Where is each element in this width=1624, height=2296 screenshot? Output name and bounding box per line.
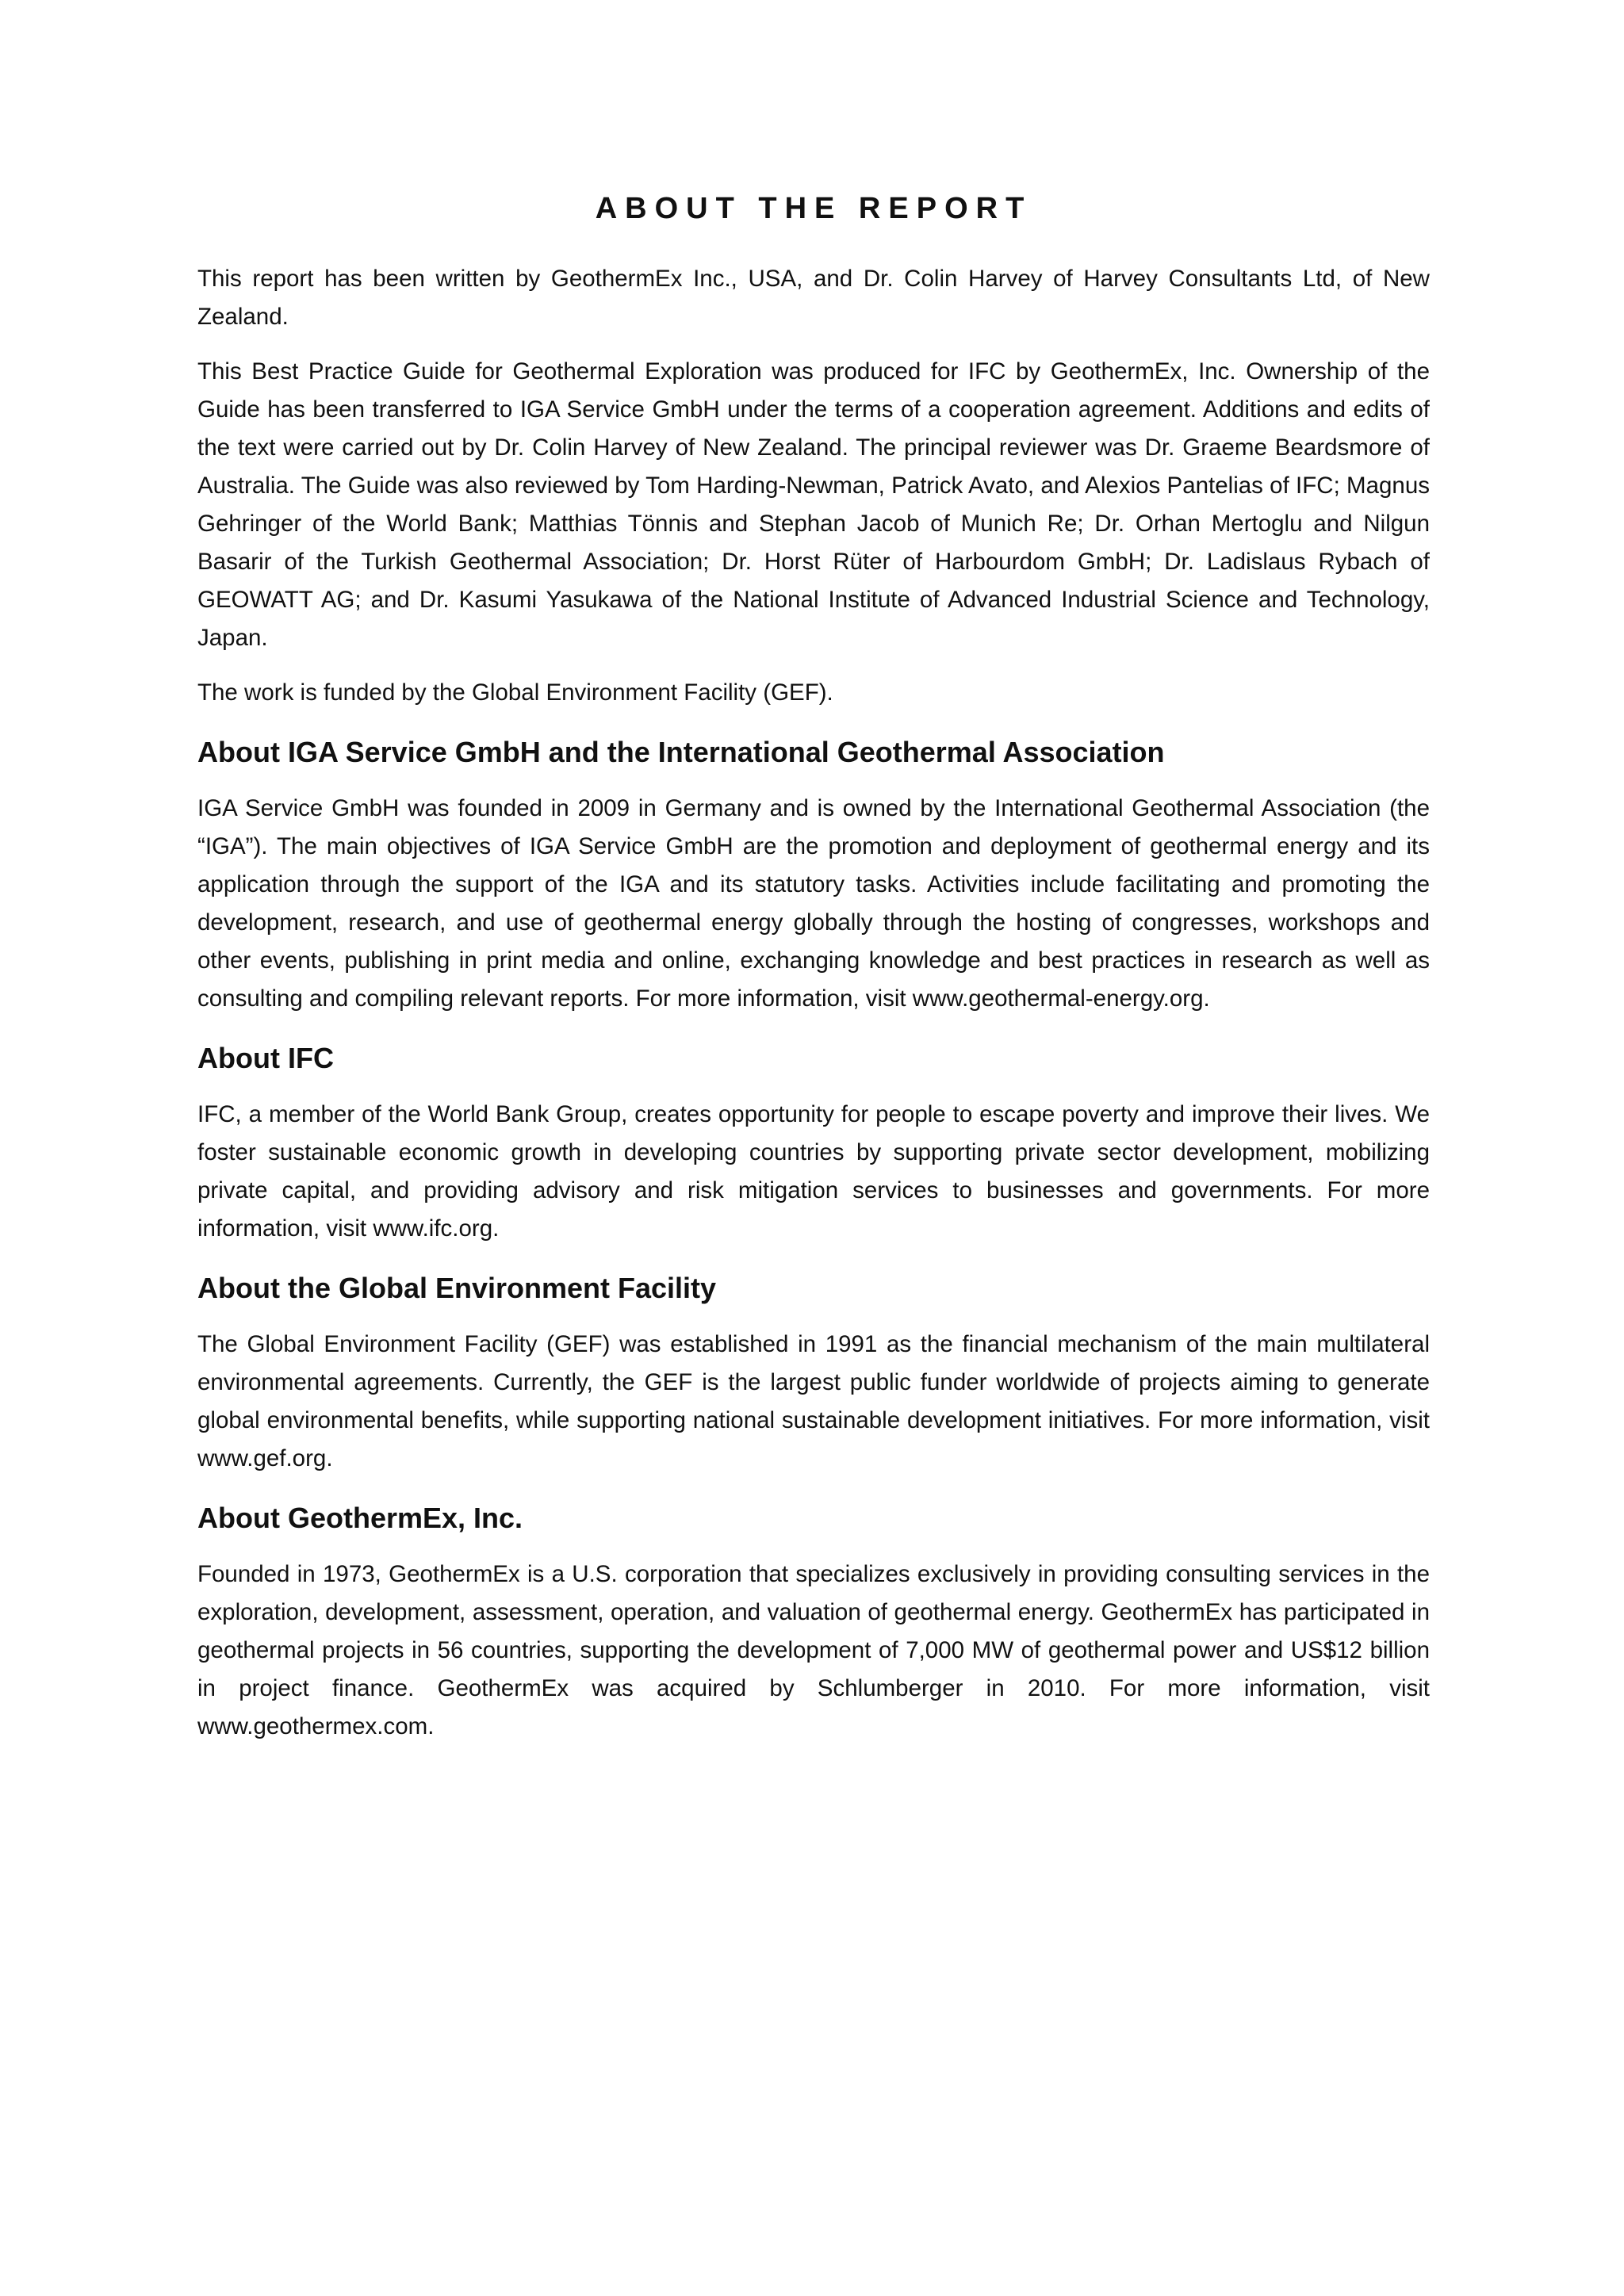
section-body-geothermex: Founded in 1973, GeothermEx is a U.S. corporation that specializes exclusively in providing consulting services in the exploration, development, assessment, operation, and valuation of geothermal energy. GeothermEx has participated in geothermal projects in 56 countries, supporting the development of 7,000 MW of geothermal power and US$12 billion in project finance. GeothermEx was acquired by Schlumberger in 2010. For more information, visit www.geothermex.com.: [197, 1561, 1430, 1739]
section-body-gef: The Global Environment Facility (GEF) was established in 1991 as the financial mechanism of the main multilateral environmental agreements. Currently, the GEF is the largest public funder worldwide of projects aiming to generate global environmental benefits, while supporting national sustainable development initiatives. For more information, visit www.gef.org.: [197, 1331, 1430, 1471]
intro-paragraph-reviewers: This Best Practice Guide for Geothermal Exploration was produced for IFC by GeothermEx, Inc. Ownership of the Guide has been transferred to IGA Service GmbH under the terms of a cooperation agreement. Additions and edits of the text were carried out by Dr. Colin Harvey of New Zealand. The principal reviewer was Dr. Graeme Beardsmore of Australia. The Guide was also reviewed by Tom Harding-Newman, Patrick Avato, and Alexios Pantelias of IFC; Magnus Gehringer of the World Bank; Matthias Tönnis and Stephan Jacob of Munich Re; Dr. Orhan Mertoglu and Nilgun Basarir of the Turkish Geothermal Association; Dr. Horst Rüter of Harbourdom GmbH; Dr. Ladislaus Rybach of GEOWATT AG; and Dr. Kasumi Yasukawa of the National Institute of Advanced Industrial Science and Technology, Japan.: [197, 358, 1430, 651]
section-heading-geothermex: About GeothermEx, Inc.: [197, 1502, 523, 1534]
section-body-ifc: IFC, a member of the World Bank Group, creates opportunity for people to escape poverty and improve their lives. We foster sustainable economic growth in developing countries by supporting private sector development, mobilizing private capital, and providing advisory and risk mitigation services to businesses and governments. For more information, visit www.ifc.org.: [197, 1101, 1430, 1242]
intro-paragraph-authors: This report has been written by GeothermEx Inc., USA, and Dr. Colin Harvey of Harvey Consultants Ltd, of New Zealand.: [197, 266, 1430, 330]
section-heading-iga: About IGA Service GmbH and the International Geothermal Association: [197, 736, 1165, 768]
intro-paragraph-funding: The work is funded by the Global Environment Facility (GEF).: [197, 679, 833, 706]
page-title: ABOUT THE REPORT: [595, 192, 1032, 225]
section-body-iga: IGA Service GmbH was founded in 2009 in Germany and is owned by the International Geothermal Association (the “IGA”). The main objectives of IGA Service GmbH are the promotion and deployment of geothermal energy and its application through the support of the IGA and its statutory tasks. Activities include facilitating and promoting the development, research, and use of geothermal energy globally through the hosting of congresses, workshops and other events, publishing in print media and online, exchanging knowledge and best practices in research as well as consulting and compiling relevant reports. For more information, visit www.geothermal-energy.org.: [197, 795, 1430, 1012]
section-heading-ifc: About IFC: [197, 1042, 334, 1074]
section-heading-gef: About the Global Environment Facility: [197, 1272, 717, 1304]
document-page: [197, 190, 1430, 1762]
